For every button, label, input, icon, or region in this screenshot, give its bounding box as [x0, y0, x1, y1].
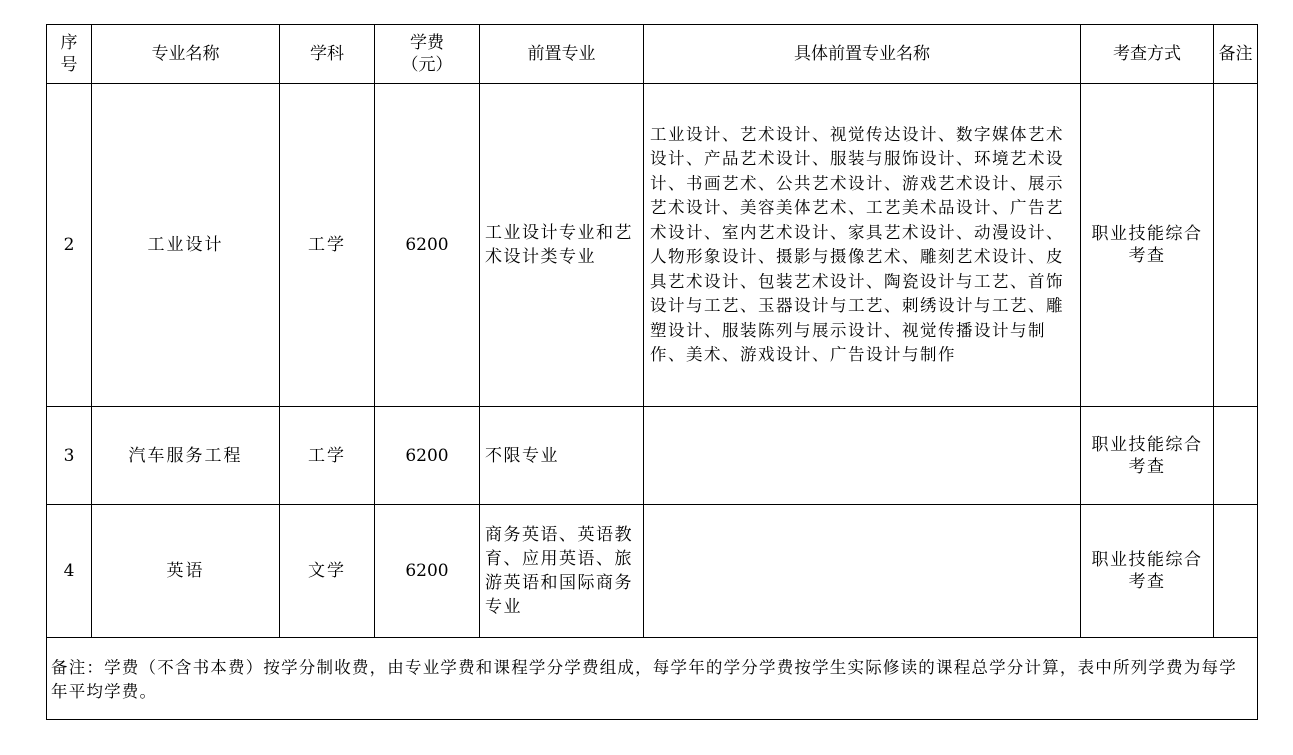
row-detail: 工业设计、艺术设计、视觉传达设计、数字媒体艺术设计、产品艺术设计、服装与服饰设计、环境艺术设计、书画艺术、公共艺术设计、游戏艺术设计、展示艺术设计、美容美体艺术、工艺美术品设计、广告艺术设计、室内艺术设计、家具艺术设计、动漫设计、人物形象设计、摄影与摄像艺术、雕刻艺术设计、皮具艺术设计、包装艺术设计、陶瓷设计与工艺、首饰设计与工艺、玉器设计与工艺、刺绣设计与工艺、雕塑设计、服装陈列与展示设计、视觉传播设计与制作、美术、游戏设计、广告设计与制作 [644, 84, 1081, 407]
row-prereq: 不限专业 [480, 407, 644, 505]
row-subject: 工学 [280, 407, 375, 505]
row-detail [644, 505, 1081, 638]
header-detail: 具体前置专业名称 [644, 25, 1081, 84]
header-prereq: 前置专业 [480, 25, 644, 84]
note-row [47, 638, 1258, 720]
row-remark [1214, 505, 1258, 638]
header-remark: 备注 [1214, 25, 1258, 84]
header-seq: 序号 [47, 25, 92, 84]
row-subject: 文学 [280, 505, 375, 638]
header-subject: 学科 [280, 25, 375, 84]
table-row [47, 505, 1258, 638]
row-seq: 3 [47, 407, 92, 505]
header-method: 考查方式 [1081, 25, 1214, 84]
row-remark [1214, 407, 1258, 505]
row-major: 工业设计 [92, 84, 280, 407]
row-method: 职业技能综合考查 [1081, 407, 1214, 505]
fee-table [46, 24, 1258, 720]
row-method: 职业技能综合考查 [1081, 84, 1214, 407]
row-remark [1214, 84, 1258, 407]
row-seq: 4 [47, 505, 92, 638]
header-major: 专业名称 [92, 25, 280, 84]
row-prereq: 工业设计专业和艺术设计类专业 [480, 84, 644, 407]
header-row [47, 25, 1258, 84]
row-fee: 6200 [375, 84, 480, 407]
row-major: 英语 [92, 505, 280, 638]
row-subject: 工学 [280, 84, 375, 407]
row-method: 职业技能综合考查 [1081, 505, 1214, 638]
row-detail [644, 407, 1081, 505]
fee-note: 备注：学费（不含书本费）按学分制收费，由专业学费和课程学分学费组成，每学年的学分学费按学生实际修读的课程总学分计算，表中所列学费为每学年平均学费。 [47, 638, 1258, 720]
header-fee: 学费（元） [375, 25, 480, 84]
table-row [47, 407, 1258, 505]
row-fee: 6200 [375, 407, 480, 505]
table-row [47, 84, 1258, 407]
row-fee: 6200 [375, 505, 480, 638]
row-major: 汽车服务工程 [92, 407, 280, 505]
row-seq: 2 [47, 84, 92, 407]
row-prereq: 商务英语、英语教育、应用英语、旅游英语和国际商务专业 [480, 505, 644, 638]
